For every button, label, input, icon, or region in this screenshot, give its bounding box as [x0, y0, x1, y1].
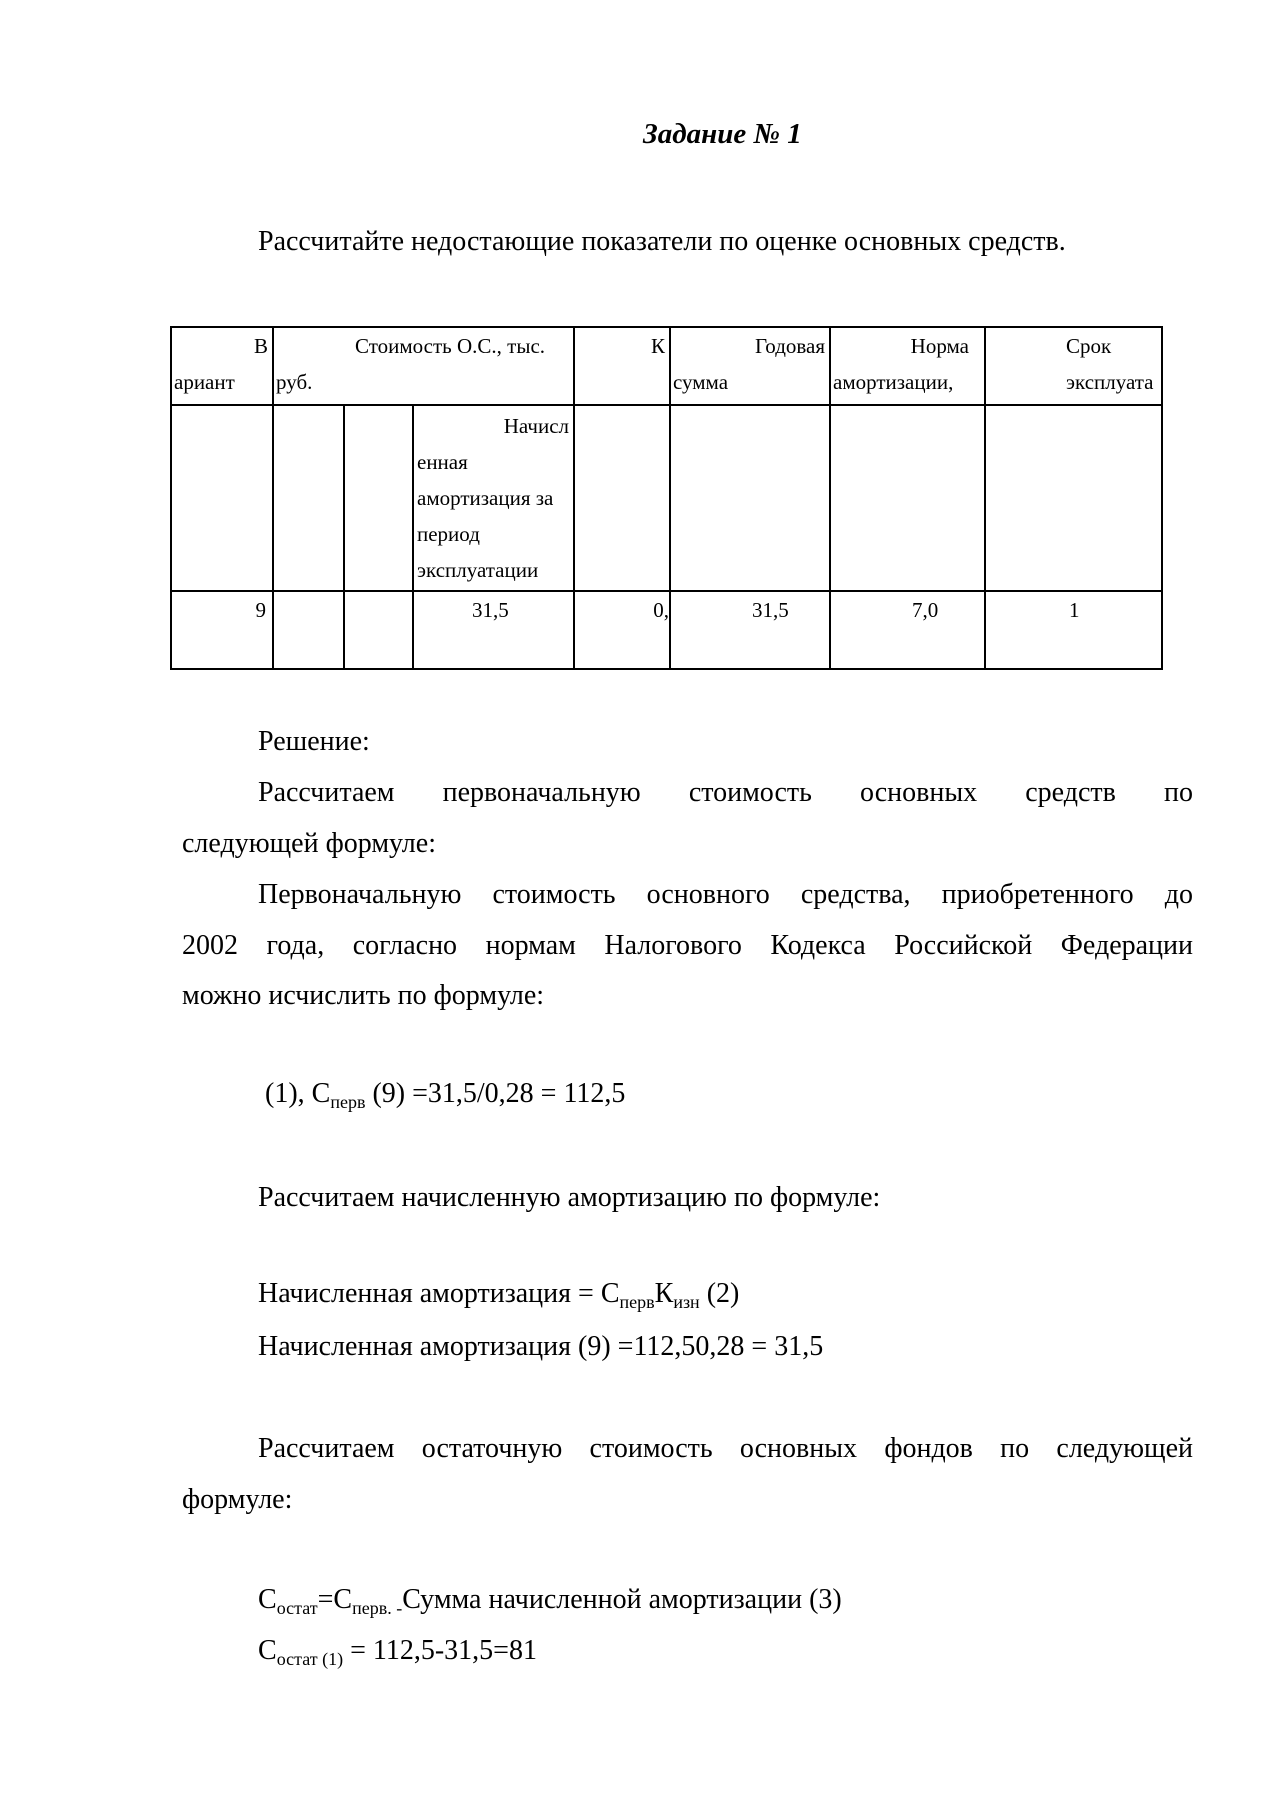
- paragraph-1-line-1: Рассчитаем первоначальную стоимость основных средств по: [258, 777, 1193, 808]
- formula-3: Начисленная амортизация (9) =112,50,28 = 31,5: [258, 1331, 824, 1362]
- header-term: Срок: [1066, 334, 1112, 358]
- header-norm: Норма: [910, 334, 969, 358]
- cell-accrued: 31,5: [472, 598, 509, 622]
- formula-4: $С_{остат}=С_{перв. -}Сумма$ начисленной амортизации (3): [258, 1584, 842, 1618]
- paragraph-2-line-2: 2002 года, согласно нормам Налогового Кодекса Российской Федерации: [182, 930, 1193, 961]
- formula-5: $С_{остат (1)} = 112,5-31,5=81$: [258, 1635, 537, 1669]
- header-variant: В: [253, 334, 268, 358]
- cell-k: 0,: [653, 598, 669, 622]
- header-k: К: [650, 334, 665, 358]
- paragraph-2-line-3: можно исчислить по формуле:: [182, 980, 545, 1011]
- assets-table: В ариант Стоимость О.С., тыс. руб. К Годовая сумма Норма амортизации, Срок эксплуата Начисл енная амортизация за период эксплуатации 9 31,5 0, 31,5 7,0 1: [170, 326, 1163, 670]
- intro-text: Рассчитайте недостающие показатели по оценке основных средств.: [258, 226, 1066, 257]
- formula-1: (1), $С_{перв}$ (9) =31,5/0,28 = 112,5: [258, 1078, 626, 1112]
- paragraph-3: Рассчитаем начисленную амортизацию по формуле:: [258, 1182, 881, 1213]
- cell-variant: 9: [255, 598, 266, 622]
- cell-norm: 7,0: [912, 598, 939, 622]
- paragraph-4-line-2: формуле:: [182, 1484, 293, 1515]
- paragraph-1-line-2: следующей формуле:: [182, 828, 436, 859]
- header-accrued: Начисл: [503, 414, 569, 438]
- formula-2: Начисленная амортизация = $С_{перв}К_{изн}$ (2): [258, 1278, 740, 1312]
- cell-annual: 31,5: [752, 598, 789, 622]
- header-cost: Стоимость О.С., тыс.: [355, 334, 546, 358]
- paragraph-4-line-1: Рассчитаем остаточную стоимость основных фондов по следующей: [258, 1433, 1193, 1464]
- cell-term: 1: [1069, 598, 1080, 622]
- header-annual: Годовая: [755, 334, 825, 358]
- solution-heading: Решение:: [258, 726, 370, 757]
- paragraph-2-line-1: Первоначальную стоимость основного средства, приобретенного до: [258, 879, 1193, 910]
